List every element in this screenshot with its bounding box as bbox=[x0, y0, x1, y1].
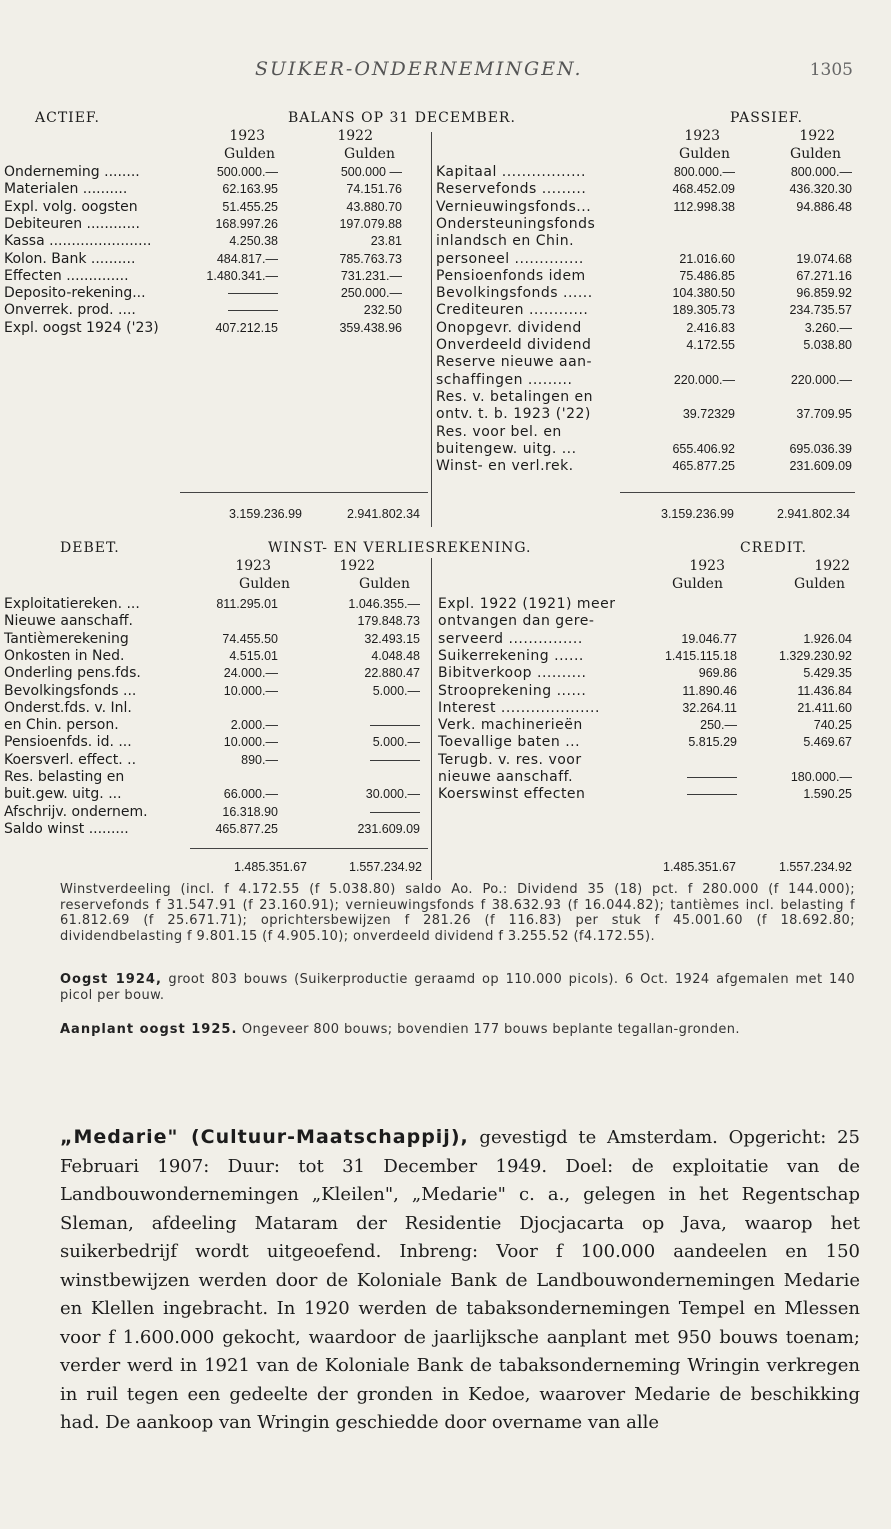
ledger-row-value-1923: 75.486.85 bbox=[679, 268, 735, 283]
ledger-row-value-1923: 4.515.01 bbox=[229, 648, 278, 663]
ledger-row-value-1923: 19.046.77 bbox=[681, 631, 737, 646]
ledger-row-value-1922: 731.231.— bbox=[340, 268, 402, 283]
ledger-row-label: Onderling pens.fds. bbox=[4, 665, 141, 682]
ledger-row-value-1923: 24.000.— bbox=[223, 666, 278, 681]
balans-right-year1: 1923 bbox=[684, 128, 720, 144]
ledger-row-label: Onverdeeld dividend bbox=[436, 337, 592, 353]
ledger-row-label: Suikerrekening ...... bbox=[438, 647, 584, 664]
balans-section bbox=[0, 110, 891, 530]
ledger-row-value-1922: 359.438.96 bbox=[339, 320, 402, 335]
ledger-row-value-1923: 51.455.25 bbox=[222, 199, 278, 214]
ledger-row-value-1922: 23.81 bbox=[370, 234, 402, 249]
ledger-row-value-1922: 695.036.39 bbox=[789, 441, 852, 456]
wv-left-year1: 1923 bbox=[235, 558, 271, 574]
ledger-row-label: Onkosten in Ned. bbox=[4, 647, 125, 664]
ledger-row-value-1922: 22.880.47 bbox=[364, 666, 420, 681]
balans-divider bbox=[431, 132, 432, 527]
ledger-row-value-1922: 5.000.— bbox=[372, 683, 420, 698]
ledger-row-label: Kassa ....................... bbox=[4, 233, 152, 250]
credit-heading: CREDIT. bbox=[740, 540, 807, 556]
ledger-row-value-1923: 10.000.— bbox=[223, 735, 278, 750]
ledger-row-value-1922: 179.848.73 bbox=[357, 614, 420, 629]
medarie-text: gevestigd te Amsterdam. Opgericht: 25 Februari 1907: Duur: tot 31 December 1949. Doel: de exploitatie van de Landbouwondernemingen „Kleilen", „Medarie" c. a., gelegen in het Regentschap Sleman, afdeeling Mataram der Residentie Djocjacarta op Java, waarop het suikerbedrijf wordt uitgeoefend. Inbreng: Voor f 100.000 aandeelen en 150 winstbewijzen werden door de Koloniale Bank de Landbouwondernemingen Medarie en Klellen ingebracht. In 1920 werden de tabaksondernemingen Tempel en Mlessen voor f 1.600.000 gekocht, waardoor de jaarlijksche aanplant met 950 bouws toenam; verder werd in 1921 van de Koloniale Bank de tabaksonderneming Wringin verkregen in ruil tegen een gedeelte der gronden in Kedoe, waarover Medarie de beschikking had. De aankoop van Wringin geschiedde door overname van alle bbox=[60, 1127, 860, 1433]
ledger-row-value-1923: 407.212.15 bbox=[215, 320, 278, 335]
ledger-row-label: Onverrek. prod. .... bbox=[4, 302, 136, 319]
ledger-row-value-1922: 436.320.30 bbox=[789, 182, 852, 197]
balans-title: BALANS OP 31 DECEMBER. bbox=[288, 110, 516, 126]
ledger-row-value-1922: 5.000.— bbox=[372, 735, 420, 750]
ledger-row-value-1923: 5.815.29 bbox=[688, 735, 737, 750]
ledger-row-value-1922: 800.000.— bbox=[790, 165, 852, 179]
wv-total-left-2: 1.557.234.92 bbox=[349, 860, 422, 874]
wv-right-year2: 1922 bbox=[814, 558, 850, 574]
ledger-row-value-1923: 811.295.01 bbox=[216, 597, 278, 611]
ledger-row-value-1923: 2.000.— bbox=[230, 718, 278, 733]
ledger-row-label: Verk. machinerieën bbox=[438, 717, 583, 734]
ledger-row-value-1922: 197.079.88 bbox=[339, 216, 402, 231]
ledger-row-label: schaffingen ......... bbox=[436, 371, 573, 388]
ledger-row-value-1923: 1.415.115.18 bbox=[664, 648, 737, 663]
balans-right-unit2: Gulden bbox=[790, 146, 841, 162]
ledger-row-value-1923: 250.— bbox=[700, 718, 737, 733]
ledger-row-value-1923: 39.72329 bbox=[682, 407, 735, 422]
aanplant-label: Aanplant oogst 1925. bbox=[60, 1022, 238, 1037]
ledger-row-label: Strooprekening ...... bbox=[438, 682, 587, 699]
ledger-row-value-1923: 104.380.50 bbox=[672, 286, 735, 301]
ledger-row-label: personeel .............. bbox=[436, 250, 584, 267]
ledger-row-label: Bevolkingsfonds ...... bbox=[436, 285, 593, 302]
ledger-row-value-1922: 19.074.68 bbox=[796, 251, 852, 266]
wv-right-year1: 1923 bbox=[689, 558, 725, 574]
balans-total-left-2: 2.941.802.34 bbox=[347, 507, 420, 521]
ledger-row-label: Bibitverkoop .......... bbox=[438, 665, 587, 682]
ledger-row-label: Kapitaal ................. bbox=[436, 164, 586, 180]
ledger-row-value-1922: ———— bbox=[370, 804, 420, 819]
ledger-row-value-1923: ———— bbox=[228, 303, 278, 318]
balans-left-unit1: Gulden bbox=[224, 146, 275, 162]
ledger-row-value-1922: 32.493.15 bbox=[364, 631, 420, 646]
ledger-row-value-1923: 2.416.83 bbox=[686, 320, 735, 335]
ledger-row-value-1923: 969.86 bbox=[698, 666, 737, 681]
ledger-row-label: Onopgevr. dividend bbox=[436, 319, 582, 336]
ledger-row-value-1922: 1.329.230.92 bbox=[779, 648, 852, 663]
ledger-row-value-1922: 37.709.95 bbox=[796, 407, 852, 422]
page-header bbox=[0, 58, 891, 88]
ledger-row-value-1922: 5.469.67 bbox=[803, 735, 852, 750]
wv-total-left-1: 1.485.351.67 bbox=[234, 860, 307, 874]
ledger-row-label: Vernieuwingsfonds... bbox=[436, 198, 592, 215]
wv-left-unit1: Gulden bbox=[239, 576, 290, 592]
wv-left-total-rule bbox=[190, 848, 428, 849]
ledger-row-value-1923: 500.000.— bbox=[216, 165, 278, 179]
ledger-row-label: Afschrijv. ondernem. bbox=[4, 803, 148, 820]
ledger-row-value-1922: 1.590.25 bbox=[803, 787, 852, 802]
ledger-row-value-1922: 250.000.— bbox=[340, 286, 402, 301]
ledger-row-label: Reservefonds ......... bbox=[436, 181, 587, 198]
wv-right-unit2: Gulden bbox=[794, 576, 845, 592]
ledger-row-value-1922: 5.038.80 bbox=[803, 338, 852, 352]
balans-left-year2: 1922 bbox=[337, 128, 373, 144]
ledger-row-label: Koersverl. effect. .. bbox=[4, 751, 137, 768]
ledger-row-label: Materialen .......... bbox=[4, 181, 128, 198]
ledger-row-label: ontv. t. b. 1923 ('22) bbox=[436, 406, 591, 423]
ledger-row-label: Expl. volg. oogsten bbox=[4, 198, 138, 215]
ledger-row-value-1923: 4.172.55 bbox=[686, 338, 735, 352]
ledger-row-label: Effecten .............. bbox=[4, 267, 129, 284]
ledger-row-value-1923: 220.000.— bbox=[673, 372, 735, 387]
running-title: SUIKER-ONDERNEMINGEN. bbox=[255, 58, 583, 80]
ledger-row-label: Tantièmerekening bbox=[4, 630, 129, 647]
ledger-row-label: Kolon. Bank .......... bbox=[4, 250, 136, 267]
page-number: 1305 bbox=[809, 60, 853, 80]
ledger-row-value-1923: 32.264.11 bbox=[682, 700, 737, 715]
ledger-row-value-1922: 11.436.84 bbox=[797, 683, 852, 698]
ledger-row-value-1923: 465.877.25 bbox=[672, 459, 735, 474]
ledger-row-value-1922: 5.429.35 bbox=[803, 666, 852, 681]
ledger-row-label: Saldo winst ......... bbox=[4, 820, 129, 837]
oogst-text: groot 803 bouws (Suikerproductie geraamd op 110.000 picols). 6 Oct. 1924 afgemalen met 140 picol per bouw. bbox=[60, 972, 855, 1003]
ledger-row-label: Interest .................... bbox=[438, 699, 600, 716]
ledger-row-label: Res. voor bel. en bbox=[436, 423, 562, 440]
ledger-row-label: Pensioenfds. id. ... bbox=[4, 734, 132, 751]
ledger-row-label: Expl. oogst 1924 ('23) bbox=[4, 319, 159, 336]
oogst-note bbox=[60, 972, 855, 1003]
ledger-row-value-1922: 740.25 bbox=[813, 718, 852, 733]
ledger-row-label: serveerd ............... bbox=[438, 630, 583, 647]
ledger-row-value-1922: 43.880.70 bbox=[346, 199, 402, 214]
ledger-row-value-1922: 1.046.355.— bbox=[348, 597, 420, 611]
wv-right-unit1: Gulden bbox=[672, 576, 723, 592]
ledger-row-label: Exploitatiereken. ... bbox=[4, 596, 140, 612]
ledger-row-value-1923: 890.— bbox=[241, 752, 278, 767]
aanplant-text: Ongeveer 800 bouws; bovendien 177 bouws beplante tegallan-gronden. bbox=[237, 1022, 740, 1037]
oogst-label: Oogst 1924, bbox=[60, 972, 162, 987]
ledger-row-label: Debiteuren ............ bbox=[4, 215, 140, 232]
ledger-row-label: Pensioenfonds idem bbox=[436, 267, 586, 284]
ledger-row-value-1923: 66.000.— bbox=[223, 787, 278, 802]
balans-left-total-rule bbox=[180, 492, 428, 493]
ledger-row-value-1923: 74.455.50 bbox=[222, 631, 278, 646]
ledger-row-value-1922: ———— bbox=[370, 752, 420, 767]
ledger-row-value-1922: 500.000 — bbox=[340, 165, 402, 179]
aanplant-note bbox=[60, 1022, 855, 1038]
ledger-row-value-1923: ———— bbox=[228, 286, 278, 301]
ledger-row-label: inlandsch en Chin. bbox=[436, 233, 575, 250]
ledger-row-label: Onderneming ........ bbox=[4, 164, 140, 180]
ledger-row-value-1923: 655.406.92 bbox=[672, 441, 735, 456]
ledger-row-value-1923: 21.016.60 bbox=[679, 251, 735, 266]
ledger-row-value-1922: 234.735.57 bbox=[789, 303, 852, 318]
ledger-row-value-1923: ———— bbox=[687, 770, 737, 784]
ledger-row-value-1922: 231.609.09 bbox=[357, 821, 420, 836]
ledger-row-value-1923: 468.452.09 bbox=[672, 182, 735, 197]
ledger-row-label: Nieuwe aanschaff. bbox=[4, 613, 133, 630]
balans-total-right-2: 2.941.802.34 bbox=[777, 507, 850, 521]
balans-right-total-rule bbox=[620, 492, 855, 493]
wv-left-year2: 1922 bbox=[339, 558, 375, 574]
actief-heading: ACTIEF. bbox=[35, 110, 100, 126]
ledger-row-label: Res. v. betalingen en bbox=[436, 388, 594, 405]
wv-total-right-1: 1.485.351.67 bbox=[663, 860, 736, 874]
ledger-row-label: Koerswinst effecten bbox=[438, 786, 586, 803]
ledger-row-value-1923: 484.817.— bbox=[216, 251, 278, 266]
ledger-row-value-1923: 800.000.— bbox=[673, 165, 735, 179]
ledger-row-value-1923: 4.250.38 bbox=[229, 234, 278, 249]
ledger-row-label: Expl. 1922 (1921) meer bbox=[438, 596, 616, 612]
ledger-row-label: Ondersteuningsfonds bbox=[436, 215, 596, 232]
debet-heading: DEBET. bbox=[60, 540, 120, 556]
winst-verlies-section bbox=[0, 540, 891, 875]
ledger-row-value-1922: 94.886.48 bbox=[796, 199, 852, 214]
ledger-row-label: Crediteuren ............ bbox=[436, 302, 589, 319]
ledger-row-value-1923: ———— bbox=[687, 787, 737, 802]
ledger-row-value-1922: 67.271.16 bbox=[796, 268, 852, 283]
ledger-row-value-1922: ———— bbox=[370, 718, 420, 733]
ledger-row-label: Onderst.fds. v. Inl. bbox=[4, 699, 132, 716]
wv-title: WINST- EN VERLIESREKENING. bbox=[268, 540, 532, 556]
wv-left-unit2: Gulden bbox=[359, 576, 410, 592]
medarie-lead: „Medarie" (Cultuur-Maatschappij), bbox=[60, 1126, 469, 1148]
ledger-row-value-1922: 785.763.73 bbox=[339, 251, 402, 266]
ledger-row-value-1923: 62.163.95 bbox=[222, 182, 278, 197]
ledger-row-value-1922: 4.048.48 bbox=[371, 648, 420, 663]
balans-left-unit2: Gulden bbox=[344, 146, 395, 162]
balans-total-right-1: 3.159.236.99 bbox=[661, 507, 734, 521]
ledger-row-label: en Chin. person. bbox=[4, 717, 119, 734]
balans-left-year1: 1923 bbox=[229, 128, 265, 144]
ledger-row-label: Winst- en verl.rek. bbox=[436, 458, 574, 475]
wv-total-right-2: 1.557.234.92 bbox=[779, 860, 852, 874]
ledger-row-value-1922: 74.151.76 bbox=[346, 182, 402, 197]
ledger-row-value-1923: 168.997.26 bbox=[215, 216, 278, 231]
balans-right-unit1: Gulden bbox=[679, 146, 730, 162]
wv-divider bbox=[431, 558, 432, 880]
ledger-row-value-1922: 30.000.— bbox=[365, 787, 420, 802]
ledger-row-label: ontvangen dan gere- bbox=[438, 613, 595, 630]
ledger-row-value-1922: 180.000.— bbox=[790, 770, 852, 784]
ledger-row-value-1922: 220.000.— bbox=[790, 372, 852, 387]
ledger-row-value-1922: 231.609.09 bbox=[789, 459, 852, 474]
ledger-row-label: Terugb. v. res. voor bbox=[438, 751, 582, 768]
ledger-row-value-1923: 465.877.25 bbox=[215, 821, 278, 836]
ledger-row-value-1922: 96.859.92 bbox=[796, 286, 852, 301]
ledger-row-label: buitengew. uitg. ... bbox=[436, 440, 577, 457]
balans-right-year2: 1922 bbox=[799, 128, 835, 144]
ledger-row-value-1923: 112.998.38 bbox=[673, 199, 735, 214]
ledger-row-value-1923: 16.318.90 bbox=[222, 804, 278, 819]
ledger-row-value-1923: 189.305.73 bbox=[672, 303, 735, 318]
ledger-row-label: Reserve nieuwe aan- bbox=[436, 354, 593, 371]
ledger-row-label: Toevallige baten ... bbox=[438, 734, 581, 751]
ledger-row-value-1923: 10.000.— bbox=[223, 683, 278, 698]
winstverdeeling-note: Winstverdeeling (incl. f 4.172.55 (f 5.038.80) saldo Ao. Po.: Dividend 35 (18) pct. f 280.000 (f 144.000); reservefonds f 31.547.91 (f 23.160.91); vernieuwingsfonds f 38.632.93 (f 16.044.82); tantièmes incl. belasting f 61.812.69 (f 25.671.71); oprichtersbewijzen f 281.26 (f 116.83) per stuk f 45.001.60 (f 18.692.80; dividendbelasting f 9.801.15 (f 4.905.10); onverdeeld dividend f 3.255.52 (f4.172.55). bbox=[60, 882, 855, 944]
ledger-row-label: Deposito-rekening... bbox=[4, 285, 146, 302]
ledger-row-label: buit.gew. uitg. ... bbox=[4, 786, 122, 803]
ledger-row-value-1923: 1.480.341.— bbox=[206, 268, 278, 283]
ledger-row-value-1923: 11.890.46 bbox=[682, 683, 737, 698]
ledger-row-label: Res. belasting en bbox=[4, 769, 125, 785]
balans-total-left-1: 3.159.236.99 bbox=[229, 507, 302, 521]
medarie-paragraph bbox=[60, 1123, 860, 1438]
ledger-row-value-1922: 1.926.04 bbox=[803, 631, 852, 646]
ledger-row-value-1922: 3.260.— bbox=[804, 320, 852, 335]
passief-heading: PASSIEF. bbox=[730, 110, 803, 126]
ledger-row-label: Bevolkingsfonds ... bbox=[4, 682, 137, 699]
ledger-row-value-1922: 232.50 bbox=[363, 303, 402, 318]
ledger-row-value-1922: 21.411.60 bbox=[797, 700, 852, 715]
ledger-row-label: nieuwe aanschaff. bbox=[438, 769, 574, 785]
